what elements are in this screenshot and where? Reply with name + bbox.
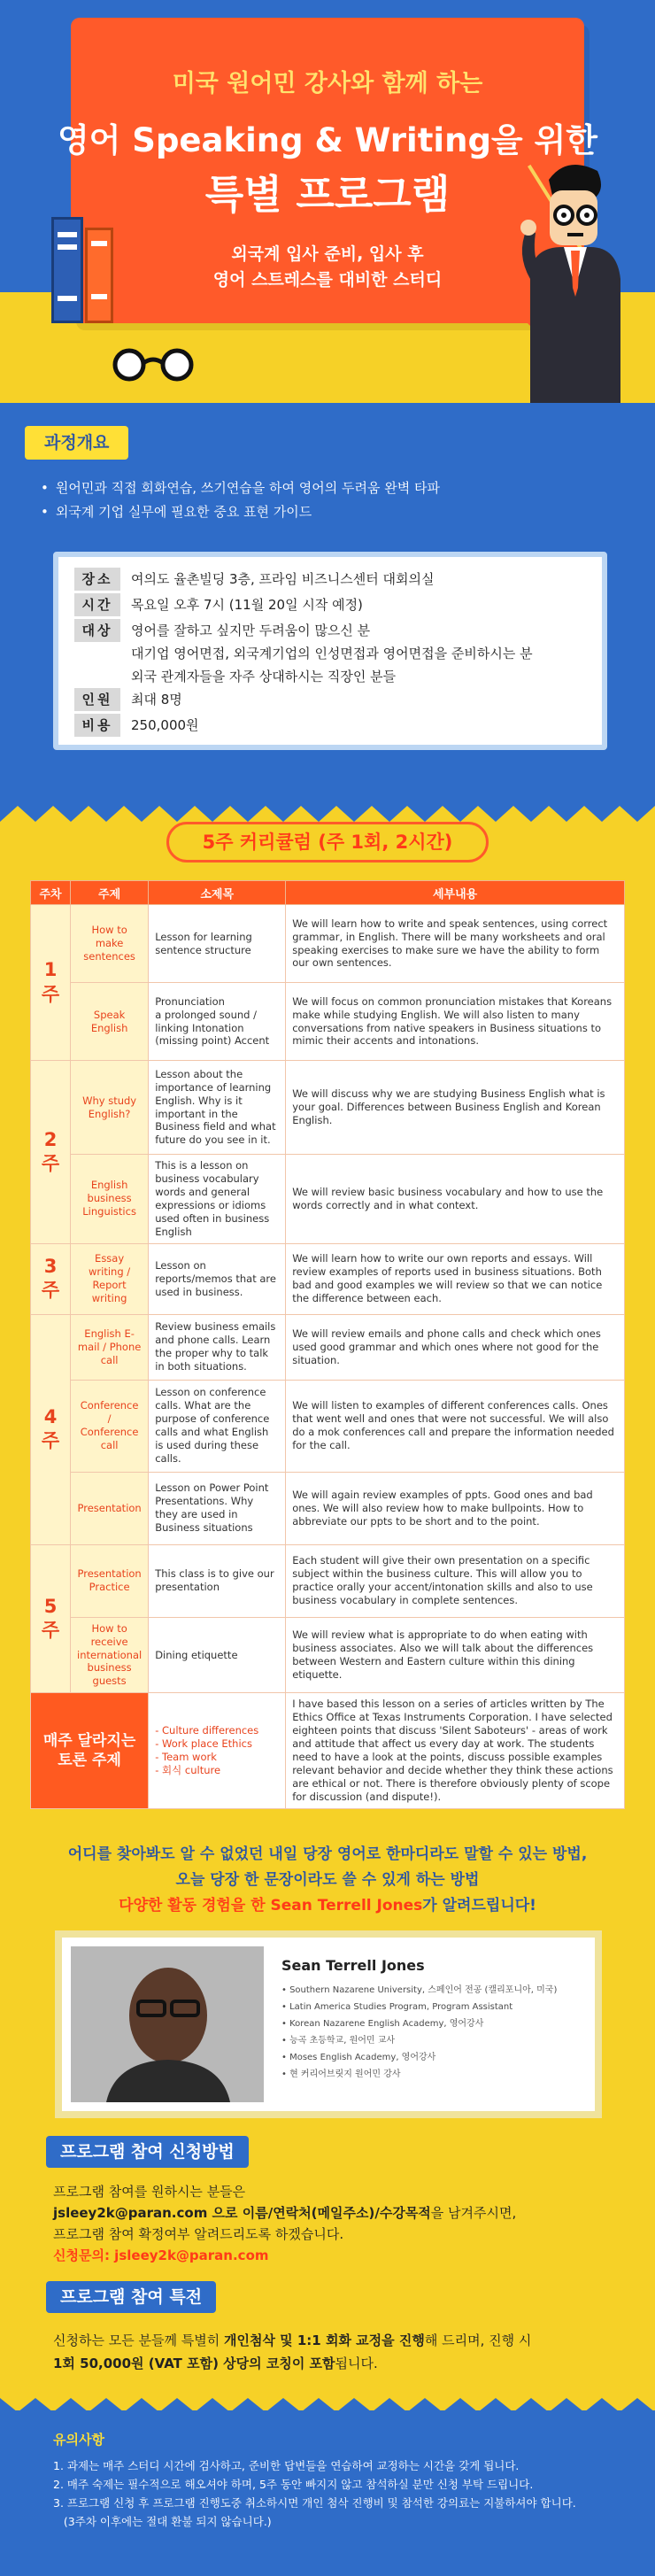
glasses-icon [106, 347, 204, 383]
subtitle-cell: Lesson on reports/memos that are used in business. [149, 1243, 286, 1314]
table-row [31, 1243, 625, 1314]
subtitle-cell: Lesson about the importance of learning English. Why is it important in the Business field and what future do you see in it. [149, 1061, 286, 1155]
career-item: • Moses English Academy, 영어강사 [281, 2049, 557, 2066]
table-header-row [31, 881, 625, 905]
instructor-name: Sean Terrell Jones [281, 1957, 425, 1974]
note-item: (3주차 이후에는 절대 환불 되지 않습니다.) [53, 2515, 272, 2528]
table-header: 소제목 [149, 881, 286, 905]
theme-cell: English E-mail / Phone call [71, 1314, 149, 1380]
apply-line [53, 2202, 516, 2224]
overview-bullets [41, 476, 440, 524]
theme-cell: English business Linguistics [71, 1155, 149, 1244]
table-row-special [31, 1693, 625, 1809]
info-row-capacity [74, 688, 586, 714]
info-value: 여의도 율촌빌딩 3층, 프라임 비즈니스센터 대회의실 [131, 571, 435, 587]
theme-cell: Why study English? [71, 1061, 149, 1155]
info-key: 장소 [74, 568, 120, 591]
info-key: 시간 [74, 593, 120, 616]
hero-title-large: 특별 프로그램 [204, 171, 451, 218]
info-row-time [74, 593, 586, 619]
curriculum-table [30, 880, 625, 1809]
detail-cell: We will discuss why we are studying Business English what is your goal. Differences between Business English and Korean English. [286, 1061, 625, 1155]
teacher-illustration [509, 155, 624, 403]
theme-cell: Conference / Conference call [71, 1380, 149, 1472]
info-key: 대상 [74, 619, 120, 642]
apply-line: 프로그램 참여 확정여부 알려드리도록 하겠습니다. [53, 2226, 344, 2242]
detail-cell: I have based this lesson on a series of articles written by The Ethics Office at Texas Instruments Corporation. I have selected eighteen points that discuss 'Silent Saboteurs' - areas of work and attitude that affect us every day at work. The students need to have a look at the points, discuss possible examples relevant behavior and decide whether they think these actions are ethical or not. There is therefore obviously plenty of scope for discussion (and dispute!). [286, 1693, 625, 1809]
table-header: 주차 [31, 881, 71, 905]
perk-text-part: 신청하는 모든 분들께 특별히 [53, 2332, 224, 2348]
career-item: • Southern Nazarene University, 스페인어 전공 (캘리포니아, 미국) [281, 1982, 557, 1999]
detail-cell: We will review basic business vocabulary and how to use the words correctly and in what context. [286, 1155, 625, 1244]
info-value: 영어를 잘하고 싶지만 두려움이 많으신 분 [131, 623, 371, 638]
detail-cell: We will again review examples of ppts. Good ones and bad ones. We will also review how to make bullpoints. How to abbreviate our ppts to be short and to the point. [286, 1472, 625, 1544]
subtitle-cell: Pronunciation a prolonged sound / linking Intonation (missing point) Accent [149, 983, 286, 1061]
promo-line [0, 1893, 655, 1919]
subtitle-cell: Lesson on conference calls. What are the purpose of conference calls and what English is used during these calls. [149, 1380, 286, 1472]
table-header: 세부내용 [286, 881, 625, 905]
table-row [31, 1155, 625, 1244]
apply-email-line[interactable]: jsleey2k@paran.com 으로 이름/연락처(메일주소)/수강목적 [53, 2205, 431, 2221]
week-cell: 1주 [31, 905, 71, 1061]
overview-info-box [53, 552, 607, 750]
info-value: 대기업 영어면접, 외국계기업의 인성면접과 영어면접을 준비하시는 분 [131, 646, 533, 661]
notes-title: 유의사항 [53, 2432, 104, 2448]
overview-tab: 과정개요 [25, 426, 128, 460]
detail-cell: We will learn how to write our own reports and essays. Will review examples of reports used in business situations. Both bad and good examples we will review so that we can notice the difference between each. [286, 1243, 625, 1314]
info-value: 250,000원 [131, 717, 199, 733]
notes-section [0, 2410, 655, 2576]
table-row [31, 1472, 625, 1544]
note-item: 1. 과제는 매주 스터디 시간에 검사하고, 준비한 답변들을 연습하여 교정하는 시간을 갖게 됩니다. [53, 2459, 520, 2472]
table-header: 주제 [71, 881, 149, 905]
info-value: 최대 8명 [131, 692, 182, 708]
table-row [31, 1380, 625, 1472]
theme-cell: Speak English [71, 983, 149, 1061]
table-row [31, 983, 625, 1061]
detail-cell: We will focus on common pronunciation mistakes that Koreans make while studying English. We will also listen to many conversations from native speakers in Business situations to mimic their accents and intonations. [286, 983, 625, 1061]
apply-line: 프로그램 참여를 원하시는 분들은 [53, 2184, 246, 2200]
instructor-career-list [281, 1982, 557, 2083]
table-row [31, 1314, 625, 1380]
special-topic-label: 매주 달라지는 토론 주제 [31, 1693, 149, 1809]
curriculum-title: 5주 커리큘럼 (주 1회, 2시간) [166, 822, 489, 863]
instructor-photo [71, 1946, 264, 2102]
hero-tagline-line1: 외국계 입사 준비, 입사 후 [231, 244, 424, 264]
subtitle-cell: This is a lesson on business vocabulary words and general expressions or idioms used often in business English [149, 1155, 286, 1244]
week-cell: 5주 [31, 1544, 71, 1693]
detail-cell: We will listen to examples of different conferences calls. Ones that went well and ones that were not successful. We will also do a mok conferences call and prepare the information needed for the call. [286, 1380, 625, 1472]
topic-item: - Team work [155, 1751, 217, 1764]
hero-tagline-line2: 영어 스트레스를 대비한 스터디 [212, 269, 443, 290]
week-cell: 2주 [31, 1061, 71, 1244]
career-item: • Latin America Studies Program, Program Assistant [281, 1999, 557, 2015]
apply-line-rest: 을 남겨주시면, [430, 2205, 517, 2221]
overview-section [0, 403, 655, 806]
perk-text-bold: 1회 50,000원 (VAT 포함) 상당의 코칭이 포함 [53, 2356, 335, 2371]
detail-cell: We will review emails and phone calls and check which ones used good grammar and which ones where not good for the situation. [286, 1314, 625, 1380]
promo-line: 어디를 찾아봐도 알 수 없었던 내일 당장 영어로 한마디라도 말할 수 있는 방법, [67, 1845, 588, 1863]
overview-bullet: • 외국계 기업 실무에 필요한 중요 표현 가이드 [41, 500, 440, 524]
theme-cell: Presentation [71, 1472, 149, 1544]
week-cell: 4주 [31, 1314, 71, 1544]
topic-item: - Work place Ethics [155, 1737, 252, 1751]
topic-item: - 회식 culture [155, 1764, 221, 1776]
info-row-place [74, 568, 586, 593]
hero-banner [0, 0, 655, 403]
hero-subtitle: 미국 원어민 강사와 함께 하는 [172, 70, 483, 97]
info-key: 비용 [74, 714, 120, 737]
theme-cell: How to receive international business guests [71, 1617, 149, 1693]
theme-cell: How to make sentences [71, 905, 149, 983]
perk-text-bold: 개인첨삭 및 1:1 회화 교정을 진행 [223, 2332, 425, 2348]
subtitle-cell: Lesson on Power Point Presentations. Why they are used in Business situations [149, 1472, 286, 1544]
career-item: • Korean Nazarene English Academy, 영어강사 [281, 2015, 557, 2032]
detail-cell: We will learn how to write and speak sentences, using correct grammar, in English. There will be many worksheets and oral speaking exercises to make sure we have the ability to form our own sentences. [286, 905, 625, 983]
subtitle-cell: This class is to give our presentation [149, 1544, 286, 1617]
note-item: 3. 프로그램 신청 후 프로그램 진행도중 취소하시면 개인 첨삭 진행비 및 참석한 강의료는 지불하셔야 합니다. [53, 2496, 576, 2510]
apply-section-title: 프로그램 참여 신청방법 [46, 2136, 249, 2168]
promo-highlight: 다양한 활동 경험을 한 Sean Terrell Jones [119, 1897, 423, 1915]
theme-cell: Presentation Practice [71, 1544, 149, 1617]
week-cell: 3주 [31, 1243, 71, 1314]
apply-text [53, 2181, 516, 2266]
note-item: 2. 매주 숙제는 필수적으로 해오셔야 하며, 5주 동안 빠지지 않고 참석하실 분만 신청 부탁 드립니다. [53, 2478, 534, 2491]
info-key: 인원 [74, 688, 120, 711]
career-item: • 능곡 초등학교, 원어민 교사 [281, 2032, 557, 2049]
apply-inquiry-link[interactable]: 신청문의: jsleey2k@paran.com [53, 2247, 269, 2263]
perk-section-title: 프로그램 참여 특전 [46, 2281, 216, 2313]
table-row [31, 905, 625, 983]
subtitle-cell: Dining etiquette [149, 1617, 286, 1693]
table-row [31, 1061, 625, 1155]
topic-item: - Culture differences [155, 1724, 259, 1737]
info-value: 외국 관계자들을 자주 상대하시는 직장인 분들 [131, 669, 397, 685]
notes-list [53, 2456, 576, 2531]
table-row [31, 1617, 625, 1693]
info-value: 목요일 오후 7시 (11월 20일 시작 예정) [131, 597, 363, 613]
detail-cell: Each student will give their own presentation on a specific subject within the business culture. This will allow you to practice orally your accent/intonation skills and also to use business vocabulary in complete sentences. [286, 1544, 625, 1617]
subtitle-cell: Review business emails and phone calls. Learn the proper why to talk in both situations. [149, 1314, 286, 1380]
promo-line-rest: 가 알려드립니다! [422, 1897, 536, 1915]
promo-line: 오늘 당장 한 문장이라도 쓸 수 있게 하는 방법 [175, 1871, 480, 1889]
table-row [31, 1544, 625, 1617]
perk-text-part: 해 드리며, 진행 시 [424, 2332, 532, 2348]
subtitle-cell: Lesson for learning sentence structure [149, 905, 286, 983]
perk-text-part: 됩니다. [335, 2356, 378, 2371]
hero-title: 영어 Speaking & Writing을 위한 [57, 121, 598, 159]
detail-cell: We will review what is appropriate to do when eating with business associates. Also we will talk about the differences between Western and Eastern culture within this dining etiquette. [286, 1617, 625, 1693]
special-topic-items [149, 1693, 286, 1809]
overview-bullet: • 원어민과 직접 회화연습, 쓰기연습을 하여 영어의 두려움 완벽 타파 [41, 476, 440, 500]
promo-message [0, 1842, 655, 1919]
info-row-target [74, 619, 586, 688]
perk-text [53, 2329, 620, 2375]
info-row-cost [74, 714, 586, 739]
career-item: • 현 커리어브릿지 원어민 강사 [281, 2066, 557, 2083]
theme-cell: Essay writing / Report writing [71, 1243, 149, 1314]
instructor-profile [55, 1930, 602, 2118]
